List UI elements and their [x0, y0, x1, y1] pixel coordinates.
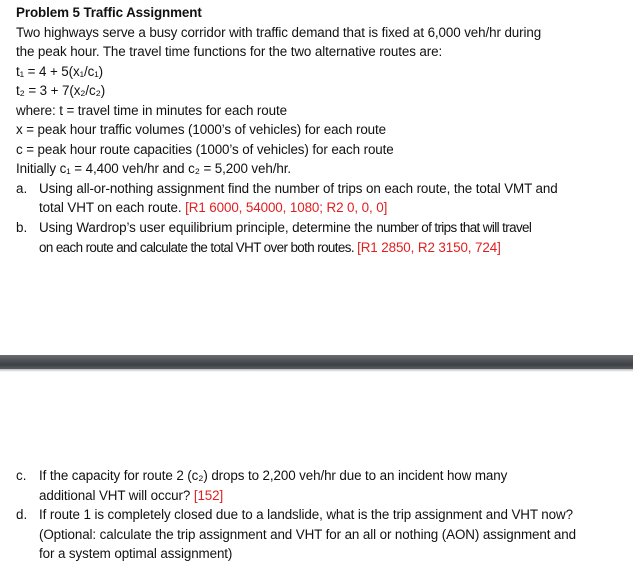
part-d-line-3: for a system optimal assignment) — [39, 546, 233, 561]
page-break-shadow — [0, 369, 633, 372]
part-d-line-1: If route 1 is completely closed due to a landslide, what is the trip assignment and VHT now? — [39, 507, 573, 522]
part-a-line-2 — [39, 199, 387, 217]
intro-line-2: the peak hour. The travel time functions for the two alternative routes are: — [16, 44, 443, 59]
part-a-text: total VHT on each route. — [39, 200, 186, 215]
part-c-answer: [152] — [193, 488, 224, 503]
part-b-answer: [R1 2850, R2 3150, 724] — [357, 240, 501, 255]
part-d-line-2: (Optional: calculate the trip assignment and VHT for an all or nothing (AON) assignment and — [39, 527, 576, 542]
intro-line-1: Two highways serve a busy corridor with traffic demand that is fixed at 6,000 veh/hr during — [16, 25, 542, 40]
part-a-label: a. — [16, 181, 28, 196]
part-c-label: c. — [16, 468, 27, 483]
part-b-text-2: on each route and calculate the total VHT over both routes. — [39, 240, 358, 255]
equation-route-1: t₁ = 4 + 5(x₁/c₁) — [16, 64, 104, 79]
definition-t: where: t = travel time in minutes for each route — [16, 103, 287, 118]
part-a-line-1: Using all-or-nothing assignment find the number of trips on each route, the total VMT and — [39, 181, 558, 196]
definition-x: x = peak hour traffic volumes (1000’s of vehicles) for each route — [16, 122, 387, 137]
part-c-text: additional VHT will occur? — [39, 488, 194, 503]
page-break-divider — [0, 355, 633, 369]
part-a-answer: [R1 6000, 54000, 1080; R2 0, 0, 0] — [185, 200, 388, 215]
part-b-text-1b: number of trips that will travel — [376, 220, 532, 235]
part-b-line-1 — [39, 219, 531, 237]
part-b-label: b. — [16, 220, 28, 235]
part-c-line-1: If the capacity for route 2 (c₂) drops to 2,200 veh/hr due to an incident how many — [39, 468, 508, 483]
part-c-line-2 — [39, 487, 223, 505]
part-b-text-1a: Using Wardrop’s user equilibrium principle, determine the — [39, 220, 377, 235]
equation-route-2: t₂ = 3 + 7(x₂/c₂) — [16, 83, 106, 98]
definition-c: c = peak hour route capacities (1000’s of vehicles) for each route — [16, 142, 394, 157]
problem-title: Problem 5 Traffic Assignment — [16, 5, 202, 20]
part-b-line-2 — [39, 239, 501, 257]
part-d-label: d. — [16, 507, 28, 522]
initial-capacities: Initially c₁ = 4,400 veh/hr and c₂ = 5,200 veh/hr. — [16, 161, 291, 176]
